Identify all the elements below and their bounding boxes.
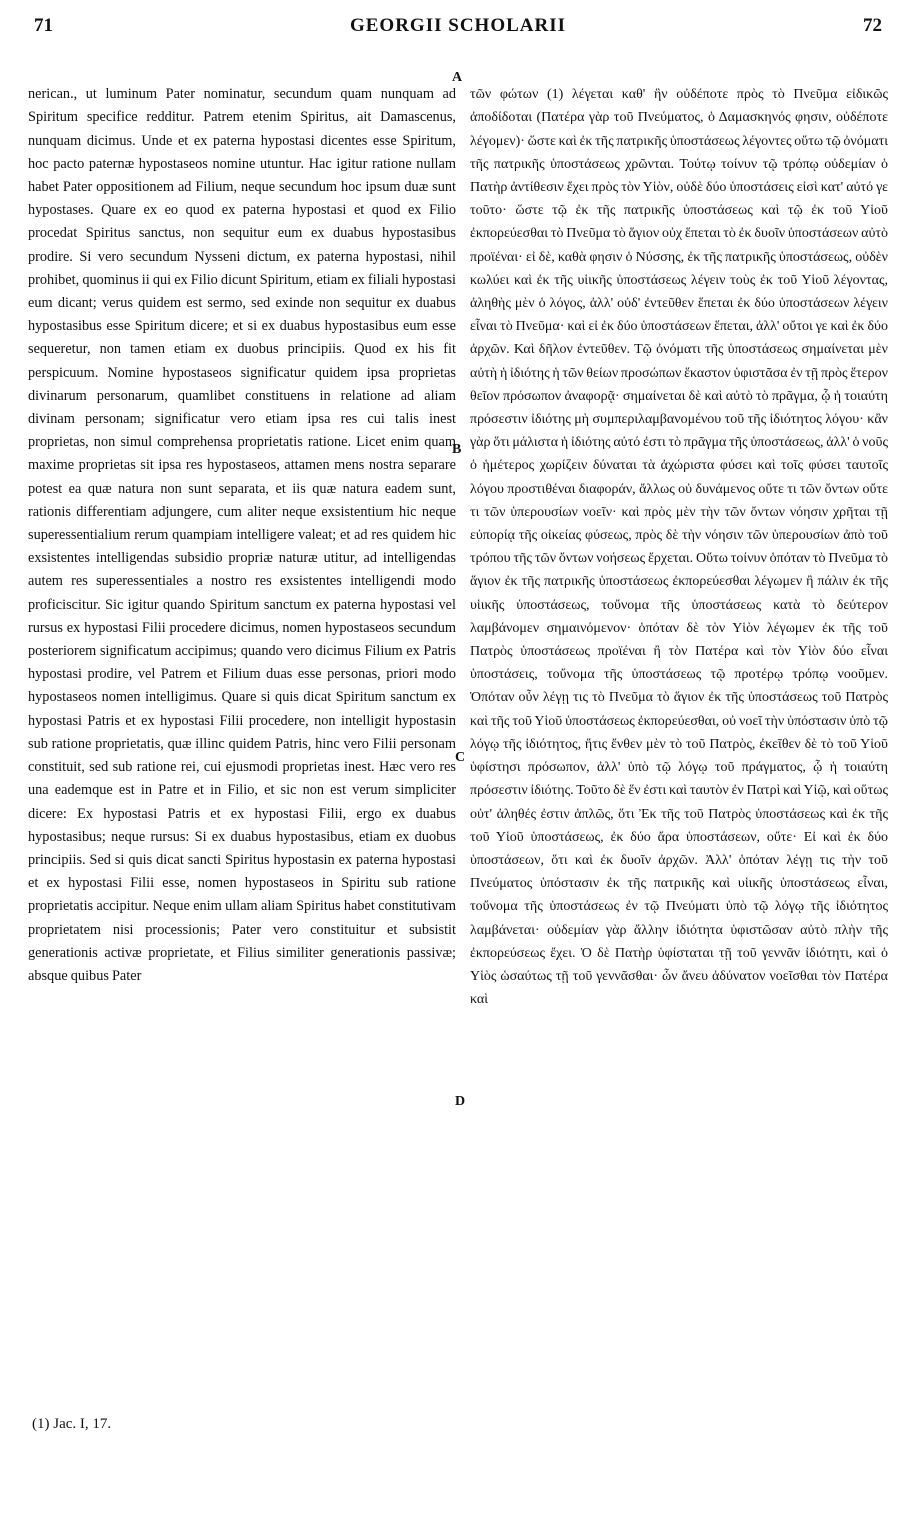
page-header: [30, 6, 886, 46]
section-marker-a: A: [452, 70, 463, 85]
latin-column: [28, 60, 456, 1395]
page-number-left: 71: [34, 15, 53, 36]
greek-column: [470, 60, 888, 1395]
section-marker-c: C: [455, 750, 466, 765]
greek-text: τῶν φώτων (1) λέγεται καθ' ἣν οὐδέποτε πρὸς τὸ Πνεῦμα εἰδικῶς ἀποδίδοται (Πατέρα γὰρ τοῦ Πνεύματος, ὁ Δαμασκηνός φησιν, οὐδέποτε λέγομεν)· ὥστε καὶ ἐκ τῆς πατρικῆς ὑποστάσεως λέγοντες οὕτω τῷ ὀνόματι τῆς πατρικῆς ὑποστάσεως χρῶνται. Τούτῳ τοίνυν τῷ τρόπῳ οὐδεμίαν ὁ Πατὴρ ἀντίθεσιν ἔχει πρὸς τὸν Υἱὸν, οὐδὲ δύο ὑποστάσεις εἰσὶ κατ' αὐτό γε τοῦτο· ὥστε τῷ ἐκ τῆς πατρικῆς ὑποστάσεως καὶ τῷ ἐκ τοῦ Υἱοῦ ἐκπορεύεσθαι τὸ Πνεῦμα τὸ ἅγιον οὐχ ἕπεται τὸ ἐκ δυοῖν ὑποστάσεων αὐτὸ προϊέναι· εἰ δὲ, καθὰ φησιν ὁ Νύσσης, ἐκ τῆς πατρικῆς ὑποστάσεως, οὐδὲν κωλύει καὶ ἐκ τῆς υἱικῆς ὑποστάσεως λέγειν τοὺς ἐκ τοῦ Υἱοῦ λέγοντας, ἀληθὴς μὲν ὁ λόγος, ἀλλ' οὐδ' ἐντεῦθεν ἕπεται ἐκ δύο ὑποστάσεων λέγειν εἶναι τὸ Πνεῦμα· καὶ εἰ ἐκ δύο ὑποστάσεων ἕπεται, ἀλλ' οὔτοι γε καὶ ἐκ δύο ἀρχῶν. Καὶ δῆλον ἐντεῦθεν. Τῷ ὀνόματι τῆς ὑποστάσεως σημαίνεται μὲν αὐτὴ ἡ ἰδιότης ἡ τῶν θείων προσώπων ἕκαστον ὑφιστᾶσα ἐν τῇ πρὸς ἕτερον θεῖον πρόσωπον ἀναφορᾷ· σημαίνεται δὲ καὶ αὐτὸ τὸ πρᾶγμα, ᾧ ἡ τοιαύτη πρόσεστιν ἰδιότης μὴ συμπεριλαμβανομένου τοῦ τῆς ἰδιότητος λόγου· κἂν γὰρ ὅτι μάλιστα ἡ ἰδιότης αὐτό ἐστι τὸ πρᾶγμα τῆς ὑποστάσεως, ἀλλ' ὁ νοῦς ὁ ἡμέτερος χωρίζειν δύναται τὰ ἀχώριστα φύσει καὶ τοῖς φύσει ταυτοῖς λόγου προστιθέναι διαφοράν, ἄλλως οὐ δυνάμενος οὔτε τι τῶν ὄντων οὔτε τι τῶν ὑπερουσίων νοεῖν· καὶ πρὸς μὲν τὴν τῶν ὄντων νόησιν χρῆται τῇ εὐπορίᾳ τῆς οἰκείας φύσεως, πρὸς δὲ τὴν νόησιν τῶν ὑπερουσίων ἀπὸ τοῦ τρόπου τῆς τῶν ὄντων νοήσεως ἔρχεται. Οὕτω τοίνυν ὁπόταν τὸ Πνεῦμα τὸ ἅγιον ἐκ τῆς πατρικῆς ὑποστάσεως ἐκπορεύεσθαι λέγωμεν ἢ πάλιν ἐκ τῆς υἱικῆς ὑποστάσεως, τοὔνομα τῆς ὑποστάσεως κατὰ τὸ δεύτερον λαμβάνομεν σημαινόμενον· ὁπόταν δὲ τὸν Υἱὸν λέγωμεν ἐκ τῆς τοῦ Πατρὸς ὑποστάσεως προϊέναι ἢ τὸν Πατέρα καὶ τὸν Υἱὸν δύο εἶναι ὑποστάσεις, τοὔνομα τῆς ὑποστάσεως τῷ προτέρῳ τρόπῳ νοοῦμεν. Ὁπόταν οὖν λέγῃ τις τὸ Πνεῦμα τὸ ἅγιον ἐκ τῆς ὑποστάσεως τοῦ Πατρὸς καὶ τῆς τοῦ Υἱοῦ ὑποστάσεως ἐκπορεύεσθαι, οὐ νοεῖ τὴν ὑπόστασιν ὑπὸ τῷ λόγῳ τῆς ἰδιότητος, ἥτις ἔνθεν μὲν τὸ τοῦ Πατρὸς, ἐκεῖθεν δὲ τὸ τοῦ Υἱοῦ ὑφίστησι πρόσωπον, ἀλλ' ὑπὸ τῷ λόγῳ τοῦ πράγματος, ᾧ ἡ τοιαύτη πρόσεστιν ἰδιότης. Τοῦτο δὲ ἕν ἐστι καὶ ταυτὸν ἐν Πατρὶ καὶ Υἱῷ, καὶ οὕτως οὐτ' ἀληθές ἐστιν ἁπλῶς, ὅτι Ἐκ τῆς τοῦ Πατρὸς ὑποστάσεως καὶ ἐκ τῆς τοῦ Υἱοῦ ὑποστάσεως, ἐκ δύο ἄρα ὑποστάσεων, οὔτε· Εἰ καὶ ἐκ δύο ὑποστάσεων, ὅτι καὶ ἐκ δυοῖν ἀρχῶν. Ἀλλ' ὁπόταν λέγῃ τις τὴν τοῦ Πνεύματος ὑπόστασιν ἐκ τῆς πατρικῆς καὶ υἱικῆς ὑποστάσεως εἶναι, τοὔνομα τῆς ὑποστάσεως ἐν τῷ Πνεύματι ὑπὸ τῷ λόγῳ τῆς ἰδιότητος λαμβάνεται· οὐδεμίαν γὰρ ἄλλην ἰδιότητα ὑφιστῶσαν αὐτὸ πλὴν τῆς ἐκπορεύσεως ἔχει. Ὁ δὲ Πατὴρ ὑφίσταται τῇ τοῦ γεννᾶν ἰδιότητι, καὶ ὁ Υἱὸς ὡσαύτως τῇ τοῦ γεννᾶσθαι· ὧν ἄνευ ἀδύνατον νοεῖσθαι τὸν Πατέρα καὶ: [470, 87, 888, 1008]
footnote: (1) Jac. I, 17.: [32, 1416, 112, 1432]
section-marker-d: D: [455, 1094, 466, 1109]
section-marker-b: B: [452, 442, 462, 457]
latin-text: nerican., ut luminum Pater nominatur, secundum quam nunquam ad Spiritum specifice redditur. Patrem etenim Spiritus, ait Damascenus, nunquam dicimus. Unde et ex paterna hypostasi dicentes esse Spiritum, hoc pacto paternæ hypostaseos nomine utuntur. Hac igitur ratione nullam habet Pater oppositionem ad Filium, neque secundum hoc ipsum duæ sunt hypostases. Quare ex eo quod ex paterna hypostasi et quod ex Filio procedat Spiritus sanctus, non sequitur eum ex duabus hypostasibus prodire. Si vero secundum Nysseni dictum, ex paterna hypostasi, nihil prohibet, quominus ii qui ex Filio dicunt Spiritum, etiam ex filiali hypostasi eum dicant; verus quidem est sermo, sed exinde non sequitur ex duabus hypostasibus esse Spiritum dicere; et si ex duabus hypostasibus eum esse sequeretur, non tamen etiam ex duobus principiis. Quod ex his fit perspicuum. Nomine hypostaseos significatur quidem ipsa proprietas divinarum personarum, quamlibet constituens in relatione ad aliam divinam personam; significatur vero etiam ipsa res cui talis inest proprietas, non simul comprehensa proprietatis ratione. Licet enim quam maxime proprietas sit ipsa res hypostaseos, attamen mens nostra separare potest ea quæ natura non sunt separata, et iis quæ natura eadem sunt, rationis differentiam adjungere, cum aliter neque exsistentium hic neque superessentialium rerum quampiam intelligere valeat; et ad res quidem hic exsistentes intelligendas subsidio propriæ naturæ utitur, ad intelligendas autem res superessentiales a nostro res exsistentes intelligendi modo proficiscitur. Sic igitur quando Spiritum sanctum ex paterna hypostasi vel rursus ex hypostasi Filii procedere dicimus, nomen hypostaseos secundum posteriorem significatum accipimus; quando vero dicimus Filium ex Patris hypostasi prodire, vel Patrem et Filium duas esse personas, priori modo hypostaseos nomen intelligimus. Quare si quis dicat Spiritum sanctum ex hypostasi Patris et ex hypostasi Filii procedere, non intelligit hypostasin sub ratione proprietatis, quæ illinc quidem Patris, hinc vero Filii personam constituit, sed sub ratione rei, cui ejusmodi proprietas inest. Hæc vero res una eademque est in Patre et in Filio, et sic non est verum simpliciter dicere: Ex hypostasi Patris et ex hypostasi Filii, ergo ex duabus hypostasibus; neque rursus: Si ex duabus hypostasibus, etiam ex duobus principiis. Sed si quis dicat sancti Spiritus hypostasin ex paterna hypostasi et ex hypostasi Filii esse, nomen hypostaseos in Spiritu sub ratione proprietatis accipitur. Neque enim ullam aliam Spiritus habet constitutivam proprietatem nisi processionis; Pater vero constituitur et subsistit generationis activæ proprietate, et Filius similiter generationis passivæ; absque quibus Pater: [28, 86, 456, 984]
page-number-right: 72: [863, 15, 882, 36]
running-title: GEORGII SCHOLARII: [349, 15, 567, 36]
